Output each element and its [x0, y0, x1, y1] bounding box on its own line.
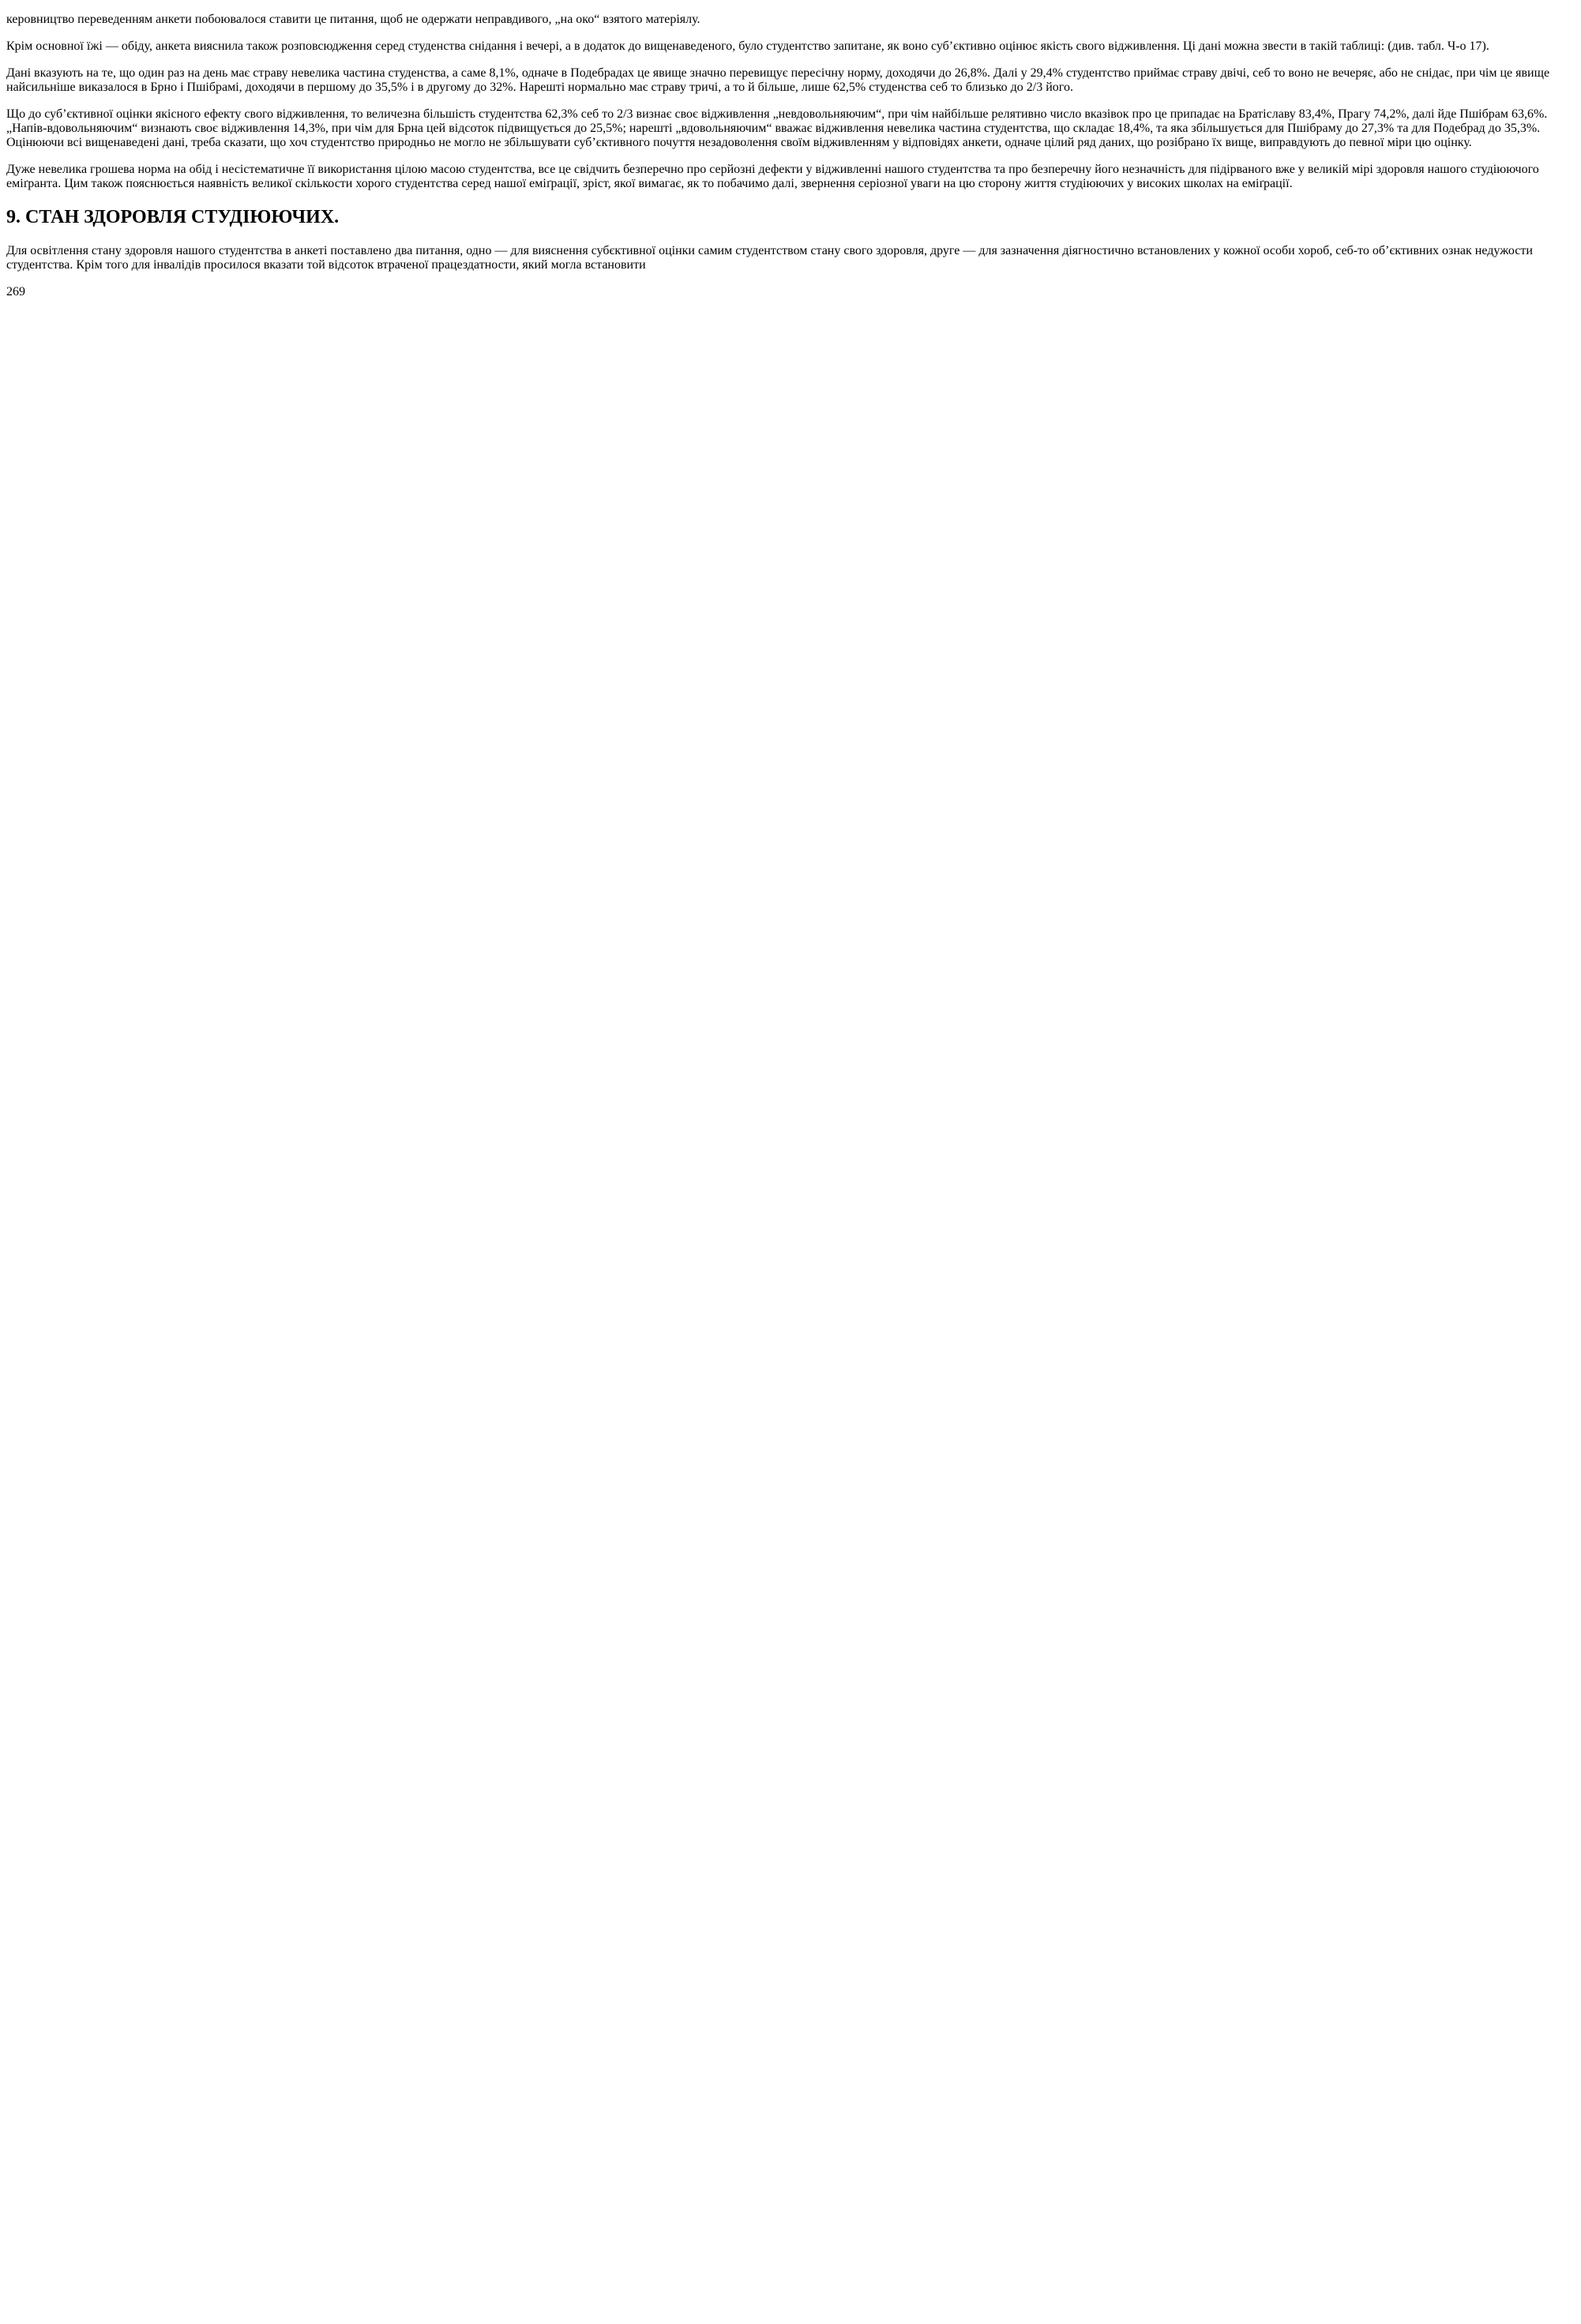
paragraph-5: Дуже невелика грошева норма на обід і несістематичне її використання цілою масою студентства, все це свідчить безперечно про серйозні дефекти у відживленні нашого студентства та про безперечну його незначність для підірваного вже у великій мірі здоровля нашого студіюючого еміґранта. Цим також пояснюється наявність великої скількости хорого студентства серед нашої еміґрації, зріст, якої вимагає, як то побачимо далі, звернення серіозної уваги на цю сторону життя студіюючих у високих школах на еміґрації.: [6, 163, 1539, 190]
section-heading: 9. СТАН ЗДОРОВЛЯ СТУДІЮЮЧИХ.: [6, 206, 340, 227]
page-number: 269: [6, 284, 25, 298]
paragraph-2: Крім основної їжі — обіду, анкета вияснила також розповсюдження серед студенства снідання і вечері, а в додаток до вищенаведеного, було студентство запитане, як воно суб’єктивно оцінює якість свого відживлення. Ці дані можна звести в такій таблиці: (див. табл. Ч-о 17).: [6, 39, 1489, 53]
paragraph-3: Дані вказують на те, що один раз на день має страву невелика частина студенства, а саме 8,1%, одначе в Подебрадах це явище значно перевищує пересічну норму, доходячи до 26,8%. Далі у 29,4% студентство приймає страву двічі, себ то воно не вечеряє, або не снідає, при чім це явище найсильніше виказалося в Брно і Пшібрамі, доходячи в першому до 35,5% і в другому до 32%. Нарешті нормально має страву тричі, а то й більше, лише 62,5% студенства себ то близько до 2/3 його.: [6, 66, 1550, 94]
section-paragraph: Для освітлення стану здоровля нашого студентства в анкеті поставлено два питання, одно — для вияснення субєктивної оцінки самим студентством стану свого здоровля, друге — для зазначення діягностично встановлених у кожної особи хороб, себ-то об’єктивних ознак недужости студентства. Крім того для інвалідів просилося вказати той відсоток втраченої працездатности, який могла встановити: [6, 243, 1533, 272]
body-text: [6, 13, 1575, 272]
page-sheet: [6, 13, 1575, 299]
paragraph-4: Що до суб’єктивної оцінки якісного ефекту свого відживлення, то величезна більшість студентства 62,3% себ то 2/3 визнає своє відживлення „невдовольняючим“, при чім найбільше релятивно число вказівок про це припадає на Братіславу 83,4%, Прагу 74,2%, далі йде Пшібрам 63,6%. „Напів-вдовольняючим“ визнають своє відживлення 14,3%, при чім для Брна цей відсоток підвищується до 25,5%; нарешті „вдовольняючим“ вважає відживлення невелика частина студентства, що складає 18,4%, та яка збільшується для Пшібраму до 27,3% та для Подебрад до 35,3%. Оцінюючи всі вищенаведені дані, треба сказати, що хоч студентство природньо не могло не збільшувати суб’єктивного почуття незадоволення своїм відживленням у відповідях анкети, одначе цілий ряд даних, що розібрано їх вище, виправдують до певної міри цю оцінку.: [6, 107, 1548, 149]
paragraph-1: керовництво переведенням анкети побоювалося ставити це питання, щоб не одержати неправдивого, „на око“ взятого матеріялу.: [6, 13, 700, 26]
